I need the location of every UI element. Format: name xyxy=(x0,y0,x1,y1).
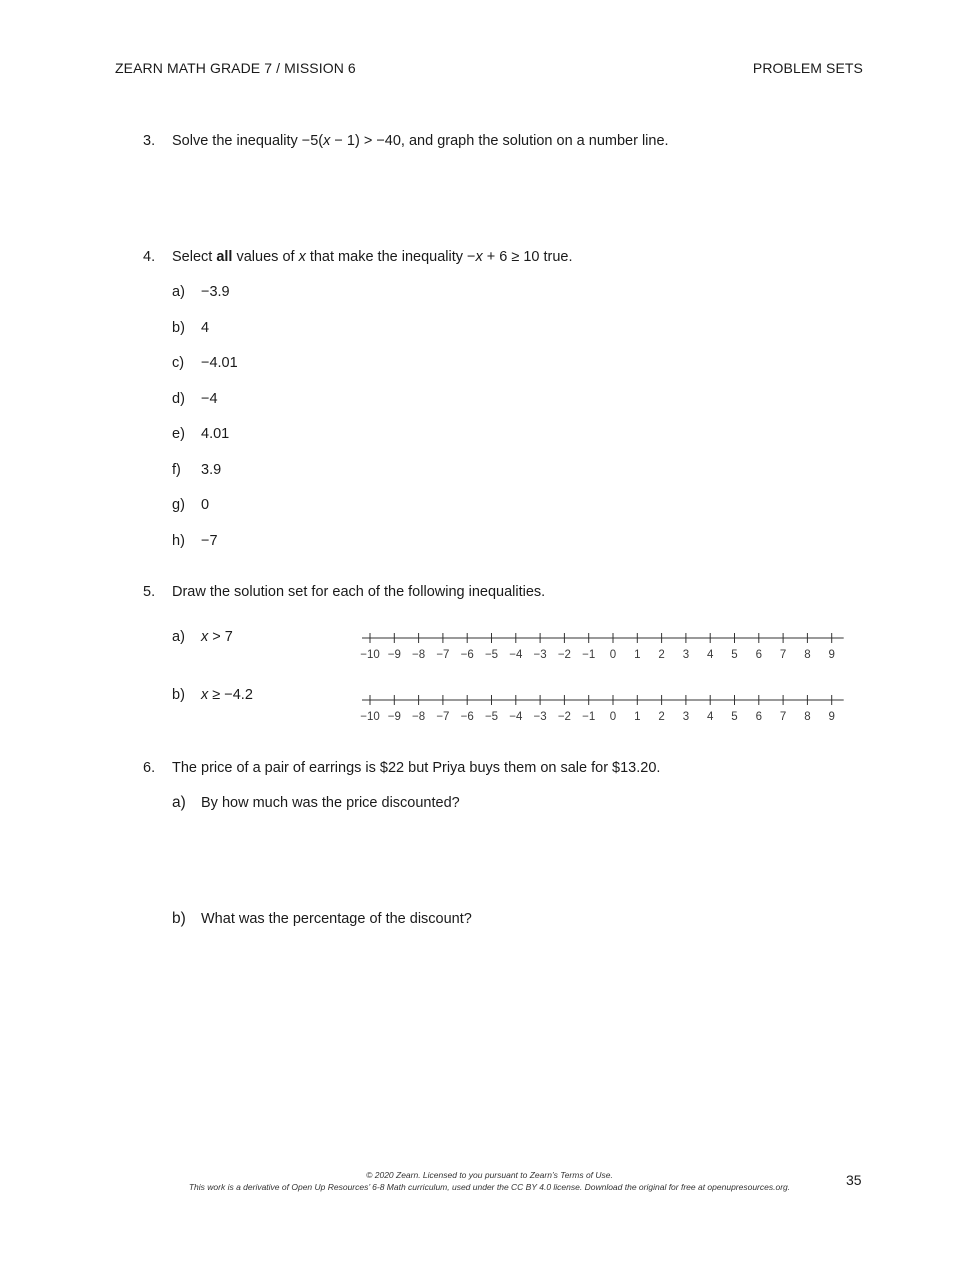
footer-license: © 2020 Zearn. Licensed to you pursuant to Zearn’s Terms of Use. xyxy=(366,1170,613,1180)
question-3-text xyxy=(172,132,669,150)
number-line-tick-label: −5 xyxy=(484,711,499,723)
q5-part-b-inequality xyxy=(201,686,253,704)
question-4-text xyxy=(172,248,573,266)
q4-option-g-label: g) xyxy=(172,497,185,513)
q6-part-b-text: What was the percentage of the discount? xyxy=(201,911,472,927)
q4-variable: x xyxy=(475,249,483,265)
footer-attribution: This work is a derivative of Open Up Resources’ 6-8 Math curriculum, used under the CC BY 4.0 license. Download the original for free at openupresources.org. xyxy=(188,1182,791,1192)
number-line-tick-label: 1 xyxy=(634,711,641,723)
q4-option-d-value: −4 xyxy=(201,391,218,407)
number-line-tick-label: −7 xyxy=(436,711,450,723)
number-line-tick-label: −9 xyxy=(387,711,401,723)
number-line-tick-label: −1 xyxy=(582,711,596,723)
number-line-a[interactable] xyxy=(360,628,855,664)
number-line-tick-label: 1 xyxy=(634,649,641,661)
number-line-tick-label: −6 xyxy=(460,649,474,661)
q4-bold-all: all xyxy=(216,249,233,265)
q5-inequality-rest: > 7 xyxy=(208,629,233,645)
q3-text-part: − 1) > −40, and graph the solution on a number line. xyxy=(330,133,669,149)
number-line-tick-label: 0 xyxy=(609,711,617,723)
number-line-b[interactable] xyxy=(360,690,855,726)
header-title: ZEARN MATH GRADE 7 / MISSION 6 xyxy=(115,60,356,76)
number-line-tick-label: 4 xyxy=(706,711,714,723)
q4-option-f-value: 3.9 xyxy=(201,462,222,478)
number-line-tick-label: −10 xyxy=(360,649,380,661)
number-line-tick-label: 2 xyxy=(658,711,665,723)
question-3-number: 3. xyxy=(143,133,156,149)
number-line-tick-label: 3 xyxy=(682,711,690,723)
question-4-number: 4. xyxy=(143,249,156,265)
number-line-tick-label: 6 xyxy=(755,711,763,723)
number-line-tick-label: 9 xyxy=(828,649,835,661)
question-5-number: 5. xyxy=(143,584,156,600)
q4-text-part: that make the inequality − xyxy=(305,249,476,265)
question-5-text: Draw the solution set for each of the following inequalities. xyxy=(172,584,546,600)
q4-variable: x xyxy=(298,249,306,265)
q6-part-a-text: By how much was the price discounted? xyxy=(201,795,460,811)
number-line-tick-label: −8 xyxy=(412,649,426,661)
q5-part-a-label: a) xyxy=(172,629,185,645)
number-line-tick-label: 0 xyxy=(609,649,617,661)
q4-text-part: + 6 ≥ 10 true. xyxy=(482,249,573,265)
number-line-tick-label: 7 xyxy=(779,711,787,723)
number-line-tick-label: −6 xyxy=(460,711,474,723)
number-line-tick-label: 2 xyxy=(658,649,665,661)
number-line-tick-label: 4 xyxy=(706,649,714,661)
number-line-tick-label: 8 xyxy=(804,711,811,723)
number-line-tick-label: −2 xyxy=(557,711,571,723)
question-6-text: The price of a pair of earrings is $22 but Priya buys them on sale for $13.20. xyxy=(172,760,661,776)
q4-option-b-value: 4 xyxy=(201,320,210,336)
number-line-tick-label: −8 xyxy=(412,711,426,723)
q5-variable: x xyxy=(201,629,209,645)
q5-inequality-rest: ≥ −4.2 xyxy=(208,687,253,703)
q5-variable: x xyxy=(201,687,209,703)
number-line-tick-label: −7 xyxy=(436,649,450,661)
number-line-tick-label: −10 xyxy=(360,711,380,723)
q4-option-e-value: 4.01 xyxy=(201,426,230,442)
number-line-tick-label: −3 xyxy=(533,649,547,661)
number-line-tick-label: −9 xyxy=(387,649,401,661)
q4-option-h-value: −7 xyxy=(201,533,218,549)
page-number: 35 xyxy=(846,1172,862,1188)
q4-option-e-label: e) xyxy=(172,426,185,442)
number-line-tick-label: −2 xyxy=(557,649,571,661)
q4-option-h-label: h) xyxy=(172,533,185,549)
q4-option-g-value: 0 xyxy=(201,497,210,513)
number-line-tick-label: 5 xyxy=(731,711,738,723)
number-line-tick-label: 6 xyxy=(755,649,763,661)
q4-option-c-label: c) xyxy=(172,355,185,371)
q4-text-part: Select xyxy=(172,249,217,265)
question-6-number: 6. xyxy=(143,760,156,776)
q4-option-c-value: −4.01 xyxy=(201,355,238,371)
number-line-tick-label: 7 xyxy=(779,649,787,661)
q6-part-b-label: b) xyxy=(172,910,186,927)
q4-text-part: values of xyxy=(232,249,299,265)
q5-part-b-label: b) xyxy=(172,687,185,703)
q6-part-a-label: a) xyxy=(172,794,186,811)
q3-variable: x xyxy=(323,133,331,149)
number-line-tick-label: −1 xyxy=(582,649,596,661)
number-line-tick-label: −5 xyxy=(484,649,499,661)
number-line-tick-label: 8 xyxy=(804,649,811,661)
q5-part-a-inequality xyxy=(201,628,233,646)
number-line-tick-label: −4 xyxy=(509,649,523,661)
q4-option-d-label: d) xyxy=(172,391,185,407)
number-line-tick-label: 5 xyxy=(731,649,738,661)
q4-option-f-label: f) xyxy=(172,462,181,478)
q3-text-part: Solve the inequality −5( xyxy=(172,133,324,149)
q4-option-a-value: −3.9 xyxy=(201,284,230,300)
q4-option-a-label: a) xyxy=(172,284,185,300)
number-line-tick-label: 9 xyxy=(828,711,835,723)
header-section: PROBLEM SETS xyxy=(752,60,863,76)
number-line-tick-label: −4 xyxy=(509,711,523,723)
q4-option-b-label: b) xyxy=(172,320,185,336)
number-line-tick-label: −3 xyxy=(533,711,547,723)
number-line-tick-label: 3 xyxy=(682,649,690,661)
